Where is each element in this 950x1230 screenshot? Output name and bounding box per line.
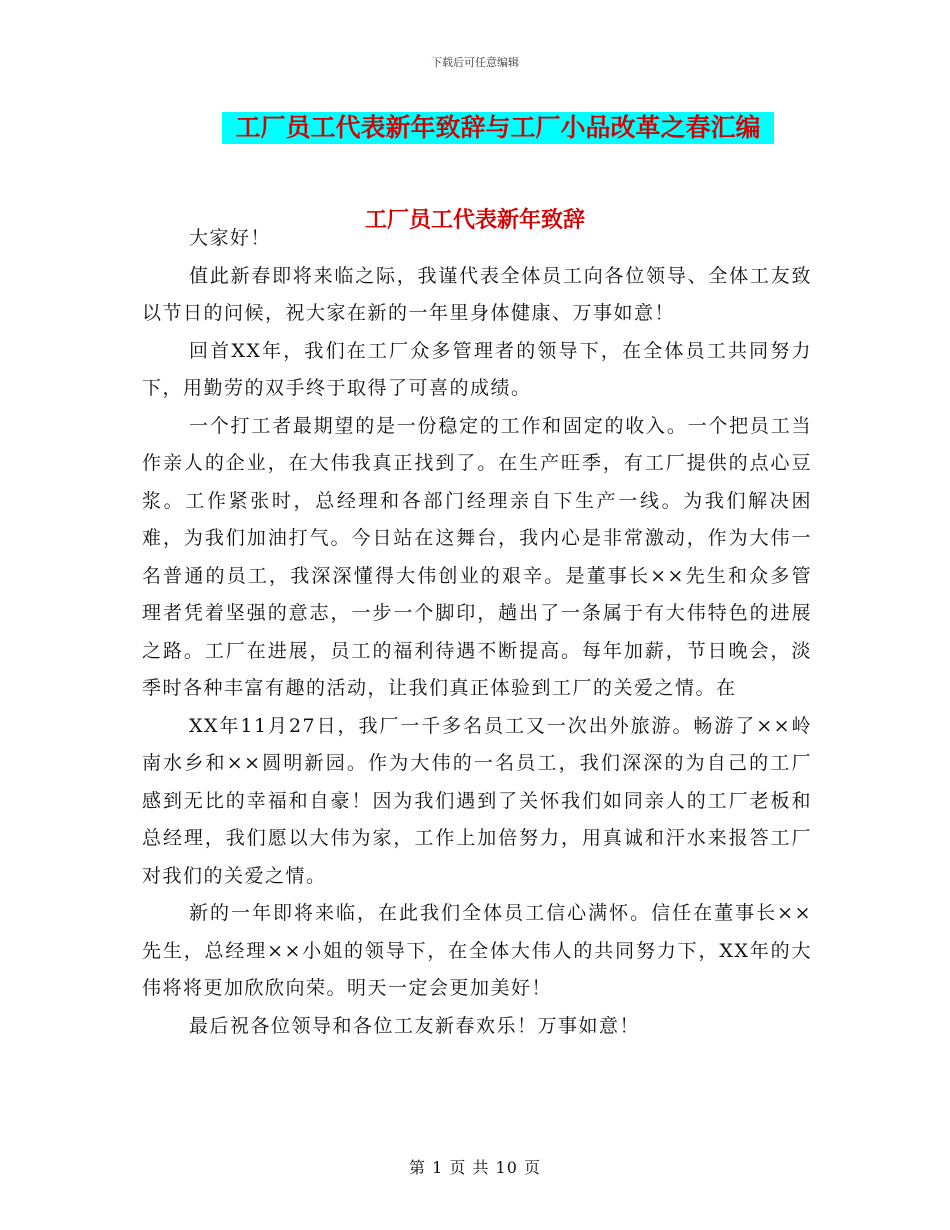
paragraph: 回首XX年，我们在工厂众多管理者的领导下，在全体员工共同努力下，用勤劳的双手终于取得了可喜的成绩。 [142,339,812,399]
paragraph: 大家好！ [189,227,272,249]
paragraph: 值此新春即将来临之际，我谨代表全体员工向各位领导、全体工友致以节日的问候，祝大家在新的一年里身体健康、万事如意！ [142,264,812,324]
section-title: 工厂员工代表新年致辞 [364,207,585,233]
page-footer: 第 1 页 共 10 页 [409,1158,541,1177]
body-content [142,220,812,1045]
paragraph: 新的一年即将来临，在此我们全体员工信心满怀。信任在董事长××先生，总经理××小姐的领导下，在全体大伟人的共同努力下，XX年的大伟将将更加欣欣向荣。明天一定会更加美好！ [142,902,812,999]
paragraph: 最后祝各位领导和各位工友新春欢乐！万事如意！ [189,1014,641,1037]
header-note: 下载后可任意编辑 [431,56,519,69]
paragraph: XX年11月27日，我厂一千多名员工又一次出外旅游。畅游了××岭南水乡和××圆明新园。作为大伟的一名员工，我们深深的为自己的工厂感到无比的幸福和自豪！因为我们遇到了关怀我们如同亲人的工厂老板和总经理，我们愿以大伟为家，工作上加倍努力，用真诚和汗水来报答工厂对我们的关爱之情。 [142,714,812,887]
document-title: 工厂员工代表新年致辞与工厂小品改革之春汇编 [222,112,774,144]
paragraph: 一个打工者最期望的是一份稳定的工作和固定的收入。一个把员工当作亲人的企业，在大伟我真正找到了。在生产旺季，有工厂提供的点心豆浆。工作紧张时，总经理和各部门经理亲自下生产一线。为我们解决困难，为我们加油打气。今日站在这舞台，我内心是非常激动，作为大伟一名普通的员工，我深深懂得大伟创业的艰辛。是董事长××先生和众多管理者凭着坚强的意志，一步一个脚印，趟出了一条属于有大伟特色的进展之路。工厂在进展，员工的福利待遇不断提高。每年加薪，节日晚会，淡季时各种丰富有趣的活动，让我们真正体验到工厂的关爱之情。在 [142,414,812,699]
